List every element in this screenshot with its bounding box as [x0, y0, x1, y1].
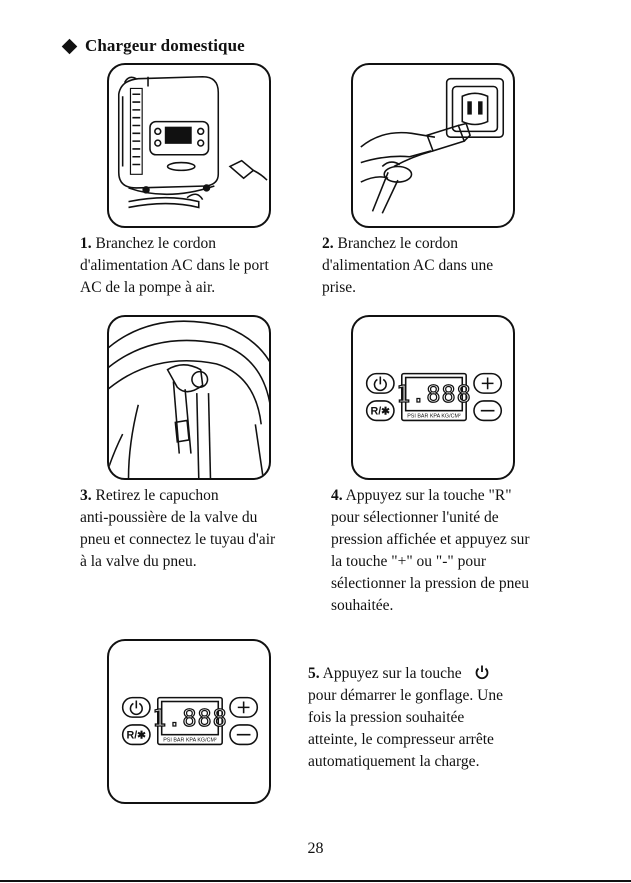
svg-text:1.888: 1.888 — [152, 703, 228, 732]
step-line: sélectionner la pression de pneu — [331, 575, 529, 592]
step-number: 5. — [308, 665, 320, 682]
svg-text:R/✱: R/✱ — [126, 729, 147, 742]
step-line: automatiquement la charge. — [308, 753, 480, 770]
step-line: Branchez le cordon — [95, 235, 216, 252]
step-line: souhaitée. — [331, 597, 394, 614]
section-title — [62, 36, 245, 56]
tire-valve-illustration — [109, 317, 269, 478]
step-3-text — [80, 485, 275, 573]
step-line: pneu et connectez le tuyau d'air — [80, 531, 276, 548]
step-line: la touche "+" ou "-" pour — [331, 553, 486, 570]
step-line: pour démarrer le gonflage. Une — [308, 687, 503, 704]
step-line: à la valve du pneu. — [80, 553, 197, 570]
step-4-text — [331, 485, 530, 617]
illustration-wall-outlet — [351, 63, 515, 228]
step-line: AC de la pompe à air. — [80, 279, 216, 296]
step-number: 4. — [331, 487, 343, 504]
svg-text:PSI BAR KPA KG/CM²: PSI BAR KPA KG/CM² — [407, 413, 461, 420]
illustration-control-panel-5 — [107, 639, 271, 804]
page-number: 28 — [307, 840, 324, 857]
step-1-text — [80, 233, 269, 299]
step-number: 3. — [80, 487, 92, 504]
svg-text:1.888: 1.888 — [396, 379, 472, 408]
control-panel-illustration — [109, 641, 269, 802]
control-panel-illustration — [353, 317, 513, 478]
step-line: pression affichée et appuyez sur — [331, 531, 530, 548]
compressor-illustration — [109, 65, 269, 226]
power-icon — [474, 664, 490, 680]
step-line: pour sélectionner l'unité de — [331, 509, 499, 526]
step-2-text — [322, 233, 493, 299]
step-line: d'alimentation AC dans le port — [80, 257, 269, 274]
step-line: atteinte, le compresseur arrête — [308, 731, 494, 748]
step-line: prise. — [322, 279, 357, 296]
step-number: 2. — [322, 235, 334, 252]
step-line: fois la pression souhaitée — [308, 709, 465, 726]
step-line: anti-poussière de la valve du — [80, 509, 258, 526]
step-line: Appuyez sur la touche "R" — [345, 487, 512, 504]
step-number: 1. — [80, 235, 92, 252]
diamond-bullet-icon — [62, 38, 78, 54]
section-title-text: Chargeur domestique — [85, 36, 245, 55]
bottom-rule — [0, 880, 631, 882]
wall-outlet-illustration — [353, 65, 513, 226]
step-line: Retirez le capuchon — [95, 487, 219, 504]
illustration-compressor-port — [107, 63, 271, 228]
illustration-tire-valve — [107, 315, 271, 480]
step-5-text — [308, 663, 503, 773]
step-line: Appuyez sur la touche — [322, 665, 462, 682]
svg-text:PSI BAR KPA KG/CM²: PSI BAR KPA KG/CM² — [163, 737, 217, 744]
svg-text:R/✱: R/✱ — [370, 405, 391, 418]
step-line: Branchez le cordon — [337, 235, 458, 252]
step-line: d'alimentation AC dans une — [322, 257, 494, 274]
illustration-control-panel-4 — [351, 315, 515, 480]
